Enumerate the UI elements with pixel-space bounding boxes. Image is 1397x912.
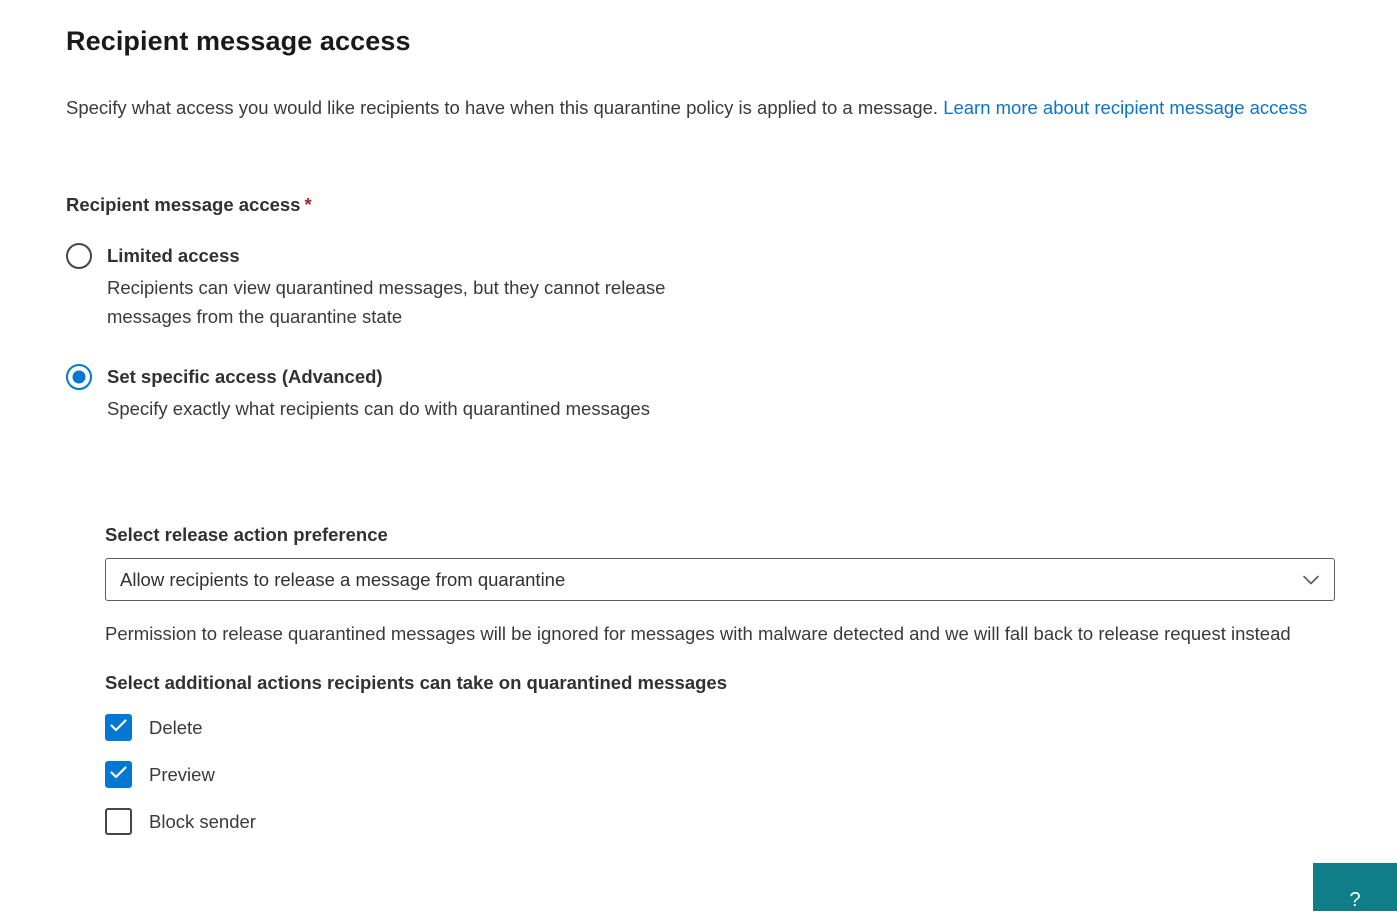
release-action-dropdown[interactable] (105, 558, 1335, 601)
radio-button-icon[interactable] (66, 364, 92, 390)
additional-actions-label: Select additional actions recipients can take on quarantined messages (105, 672, 728, 693)
radio-set-specific-access-description: Specify exactly what recipients can do with quarantined messages (107, 398, 650, 419)
radio-set-specific-access-label: Set specific access (Advanced) (107, 366, 383, 387)
recipient-message-access-panel (66, 0, 1336, 423)
checkbox-delete-label: Delete (149, 716, 203, 738)
learn-more-link[interactable]: Learn more about recipient message access (943, 97, 1308, 118)
checkbox-delete[interactable] (105, 714, 1335, 741)
radio-limited-access-description: Recipients can view quarantined messages, but they cannot release messages from the quarantine state (107, 277, 666, 327)
checkbox-block-sender-label: Block sender (149, 810, 256, 832)
checkbox-icon[interactable] (105, 761, 132, 788)
checkbox-icon[interactable] (105, 714, 132, 741)
required-asterisk: * (304, 194, 312, 215)
page-description (66, 93, 1336, 122)
radio-limited-access-label: Limited access (107, 245, 240, 266)
page-description-text: Specify what access you would like recipients to have when this quarantine policy is applied to a message. (66, 97, 939, 118)
checkbox-preview[interactable] (105, 761, 1335, 788)
checkbox-preview-label: Preview (149, 763, 215, 785)
checkmark-icon (110, 719, 127, 737)
checkmark-icon (110, 766, 127, 784)
radio-set-specific-access[interactable] (66, 362, 1336, 423)
radio-group-label: Recipient message access * (66, 194, 312, 215)
checkbox-icon[interactable] (105, 808, 132, 835)
chevron-down-icon (1302, 574, 1320, 586)
radio-button-icon[interactable] (66, 243, 92, 269)
release-action-label: Select release action preference (105, 524, 388, 545)
release-action-note: Permission to release quarantined messages will be ignored for messages with malware detected and we will fall back to release request instead (105, 623, 1291, 644)
checkbox-block-sender[interactable] (105, 808, 1335, 835)
page-title: Recipient message access (66, 26, 411, 56)
help-button[interactable]: ? (1313, 863, 1397, 911)
release-action-selected-value: Allow recipients to release a message from quarantine (120, 568, 566, 590)
advanced-access-section (105, 524, 1335, 835)
radio-limited-access[interactable] (66, 241, 1336, 331)
